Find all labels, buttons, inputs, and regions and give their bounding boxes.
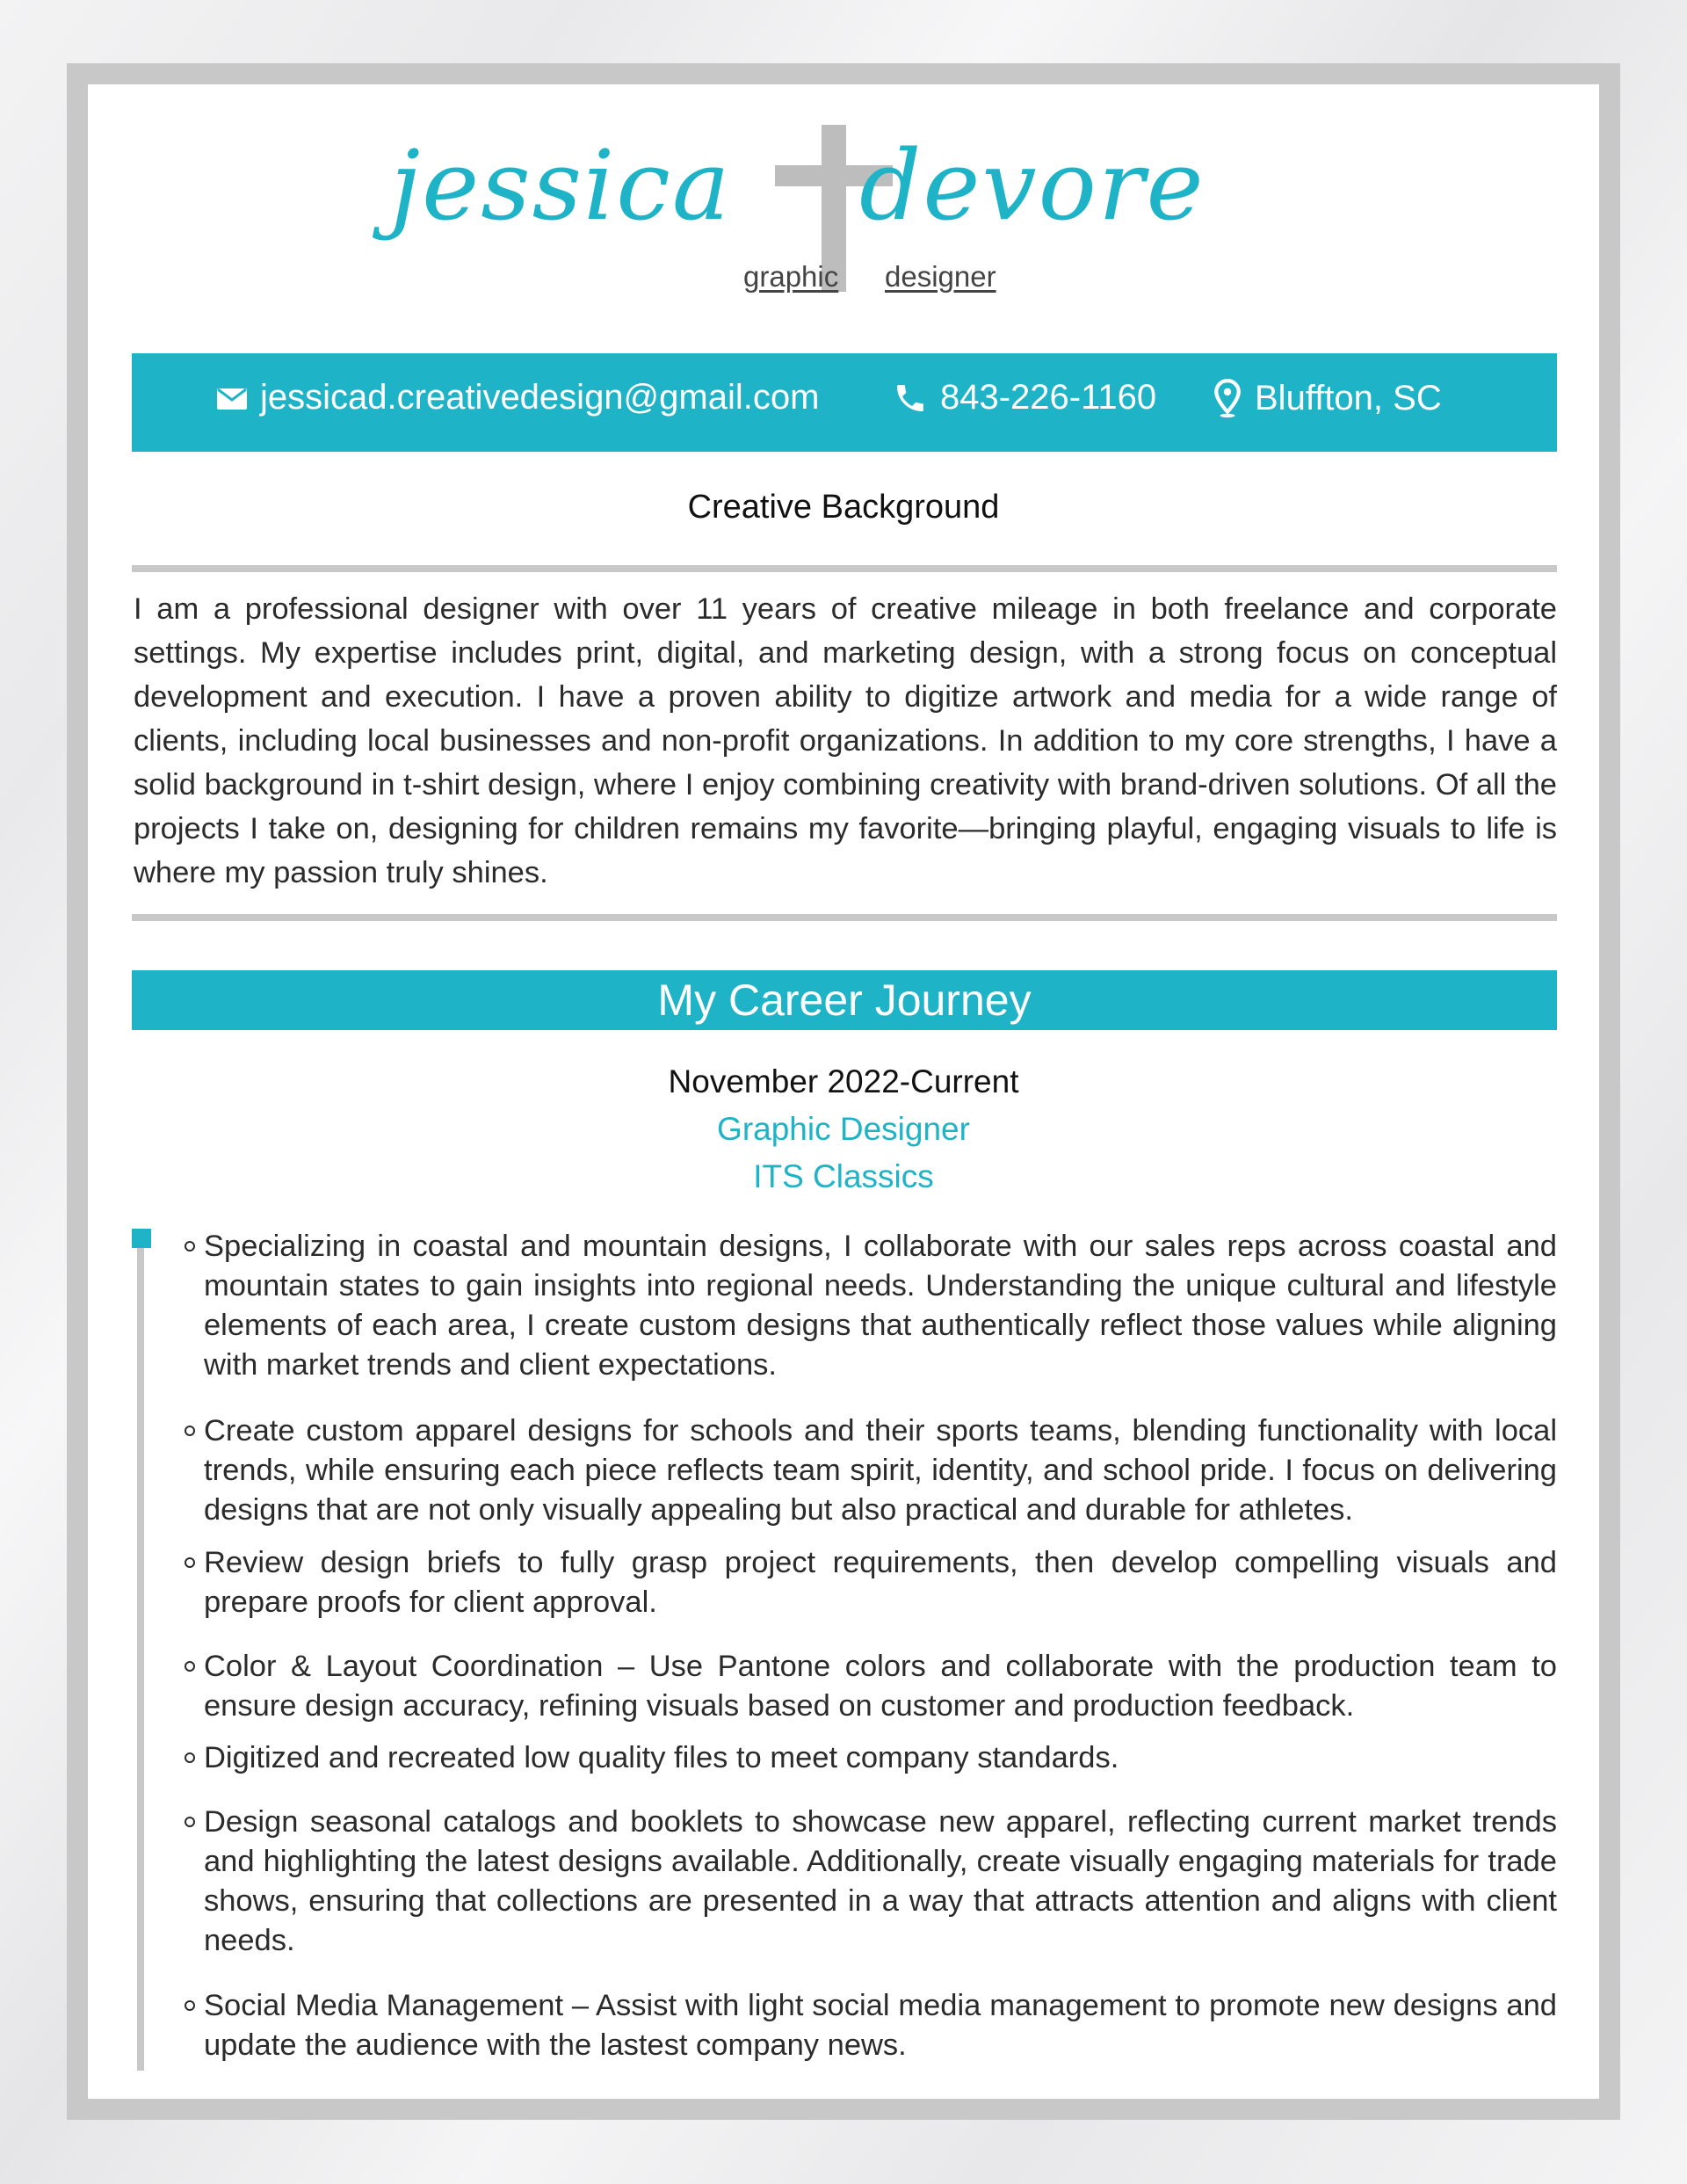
creative-background-heading: Creative Background	[687, 489, 1000, 526]
logo-header	[88, 84, 1599, 313]
last-name: devore	[859, 129, 1206, 242]
list-item: Color & Layout Coordination – Use Pantone colors and collaborate with the production team to ensure design accuracy, refining visuals based on customer and production feedback.	[186, 1647, 1557, 1726]
location-text: Bluffton, SC	[1255, 378, 1442, 417]
list-item: Digitized and recreated low quality files to meet company standards.	[186, 1738, 1557, 1778]
resume-page	[88, 84, 1599, 2099]
contact-phone[interactable]	[893, 378, 1156, 417]
list-item: Create custom apparel designs for schools and their sports teams, blending functionality with local trends, while ensuring each piece reflects team spirit, identity, and school pride. I focus on delivering designs that are not only visually appealing but also practical and durable for athletes.	[186, 1411, 1557, 1530]
career-heading: My Career Journey	[132, 970, 1557, 1030]
background-summary: I am a professional designer with over 11 years of creative mileage in both freelance and corporate settings. My expertise includes print, digital, and marketing design, with a strong focus on conceptual development and execution. I have a proven ability to digitize artwork and media for a wide range of clients, including local businesses and non-profit organizations. In addition to my core strengths, I have a solid background in t-shirt design, where I enjoy combining creativity with brand-driven solutions. Of all the projects I take on, designing for children remains my favorite—bringing playful, engaging visuals to life is where my passion truly shines.	[134, 592, 1557, 889]
list-item: Review design briefs to fully grasp project requirements, then develop compelling visuals and prepare proofs for client approval.	[186, 1543, 1557, 1622]
email-text: jessicad.creativedesign@gmail.com	[260, 378, 820, 417]
phone-icon	[893, 381, 928, 416]
divider-bottom	[132, 914, 1557, 921]
list-item: Design seasonal catalogs and booklets to showcase new apparel, reflecting current market trends and highlighting the latest designs available. Additionally, create visually engaging materials for trade shows, ensuring that collections are presented in a way that attracts attention and aligns with client needs.	[186, 1803, 1557, 1961]
subtitle-designer: designer	[885, 260, 996, 293]
envelope-icon	[216, 386, 248, 410]
map-pin-icon	[1213, 378, 1242, 418]
contact-location	[1213, 378, 1442, 418]
divider-top	[132, 565, 1557, 572]
list-item: Social Media Management – Assist with light social media management to promote new designs and update the audience with the lastest company news.	[186, 1986, 1557, 2065]
job-date: November 2022-Current	[668, 1063, 1019, 1099]
job-title: Graphic Designer	[717, 1111, 970, 1147]
timeline-line	[137, 1236, 144, 2071]
timeline-marker	[132, 1229, 151, 1248]
phone-text: 843-226-1160	[940, 378, 1157, 417]
list-item: Specializing in coastal and mountain designs, I collaborate with our sales reps across coastal and mountain states to gain insights into regional needs. Understanding the unique cultural and lifestyle elements of each area, I create custom designs that authentically reflect those values while aligning with market trends and client expectations.	[186, 1227, 1557, 1385]
contact-bar	[132, 353, 1557, 452]
subtitle-graphic: graphic	[743, 260, 839, 293]
first-name: jessica	[390, 129, 732, 242]
job-company: ITS Classics	[753, 1158, 934, 1194]
contact-email[interactable]	[216, 378, 819, 417]
